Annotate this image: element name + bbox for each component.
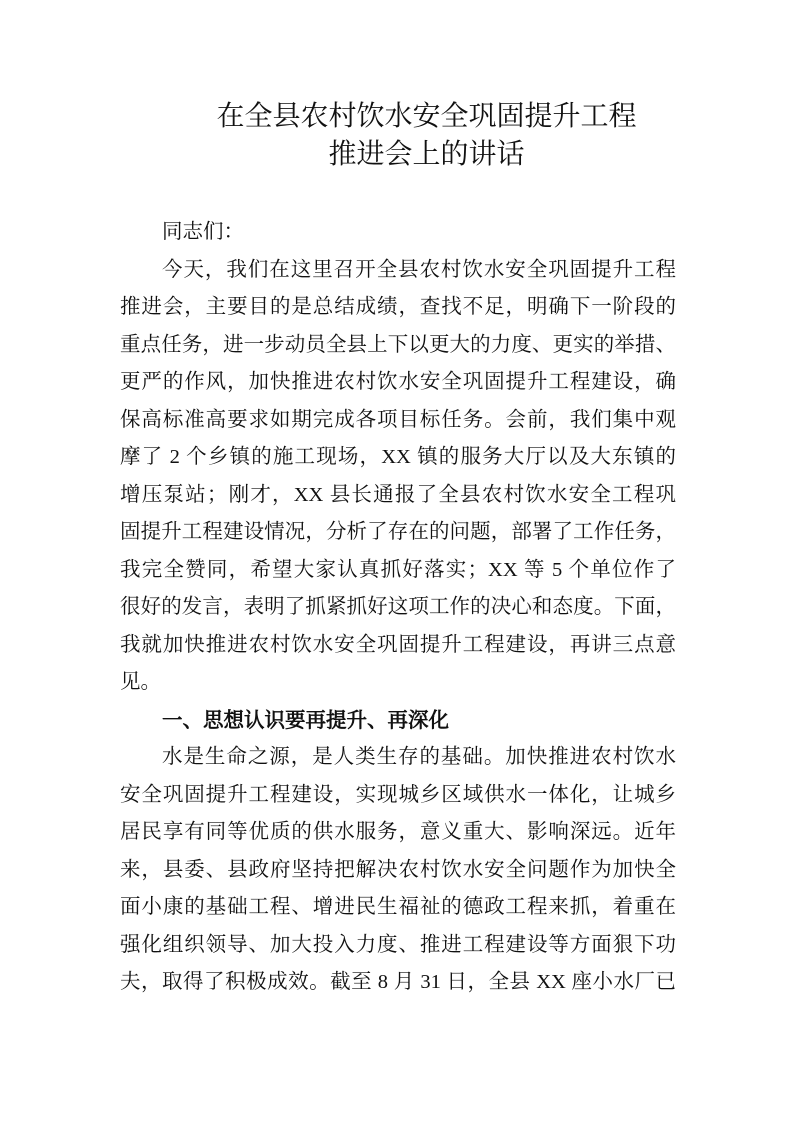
text-line: 增压泵站；刚才，XX 县长通报了全县农村饮水安全工程巩 [120, 483, 676, 506]
text-line: 见。 [120, 671, 161, 693]
document-title-line-1: 在全县农村饮水安全巩固提升工程 [216, 101, 637, 132]
section-heading: 一、思想认识要再提升、再深化 [162, 707, 449, 732]
text-line: 我完全赞同，希望大家认真抓好落实；XX 等 5 个单位作了 [120, 558, 676, 581]
text-line: 固提升工程建设情况，分析了存在的问题，部署了工作任务， [120, 521, 676, 543]
text-line: 重点任务，进一步动员全县上下以更大的力度、更实的举措、 [120, 333, 676, 356]
text-line: 面小康的基础工程、增进民生福祉的德政工程来抓，着重在 [120, 896, 676, 918]
document-body [120, 214, 676, 1002]
text-line: 安全巩固提升工程建设，实现城乡区域供水一体化，让城乡 [120, 783, 676, 806]
text-line: 水是生命之源，是人类生存的基础。加快推进农村饮水 [162, 746, 676, 768]
text-line: 来，县委、县政府坚持把解决农村饮水安全问题作为加快全 [120, 858, 676, 881]
paragraph-opening [120, 252, 676, 702]
text-line: 推进会，主要目的是总结成绩，查找不足，明确下一阶段的 [120, 296, 676, 318]
text-line: 强化组织领导、加大投入力度、推进工程建设等方面狠下功 [120, 933, 676, 956]
paragraph-significance [120, 739, 676, 1002]
text-line: 我就加快推进农村饮水安全巩固提升工程建设，再讲三点意 [120, 633, 676, 656]
text-line: 很好的发言，表明了抓紧抓好这项工作的决心和态度。下面， [120, 596, 676, 618]
salutation: 同志们： [162, 221, 244, 243]
text-line: 更严的作风，加快推进农村饮水安全巩固提升工程建设，确 [120, 371, 676, 393]
text-line: 今天，我们在这里召开全县农村饮水安全巩固提升工程 [162, 258, 676, 281]
text-line: 夫，取得了积极成效。截至 8 月 31 日，全县 XX 座小水厂已 [120, 971, 676, 993]
document-title-line-2: 推进会上的讲话 [328, 139, 525, 170]
text-line: 居民享有同等优质的供水服务，意义重大、影响深远。近年 [120, 821, 676, 843]
text-line: 保高标准高要求如期完成各项目标任务。会前，我们集中观 [120, 408, 676, 431]
text-line: 摩了 2 个乡镇的施工现场，XX 镇的服务大厅以及大东镇的 [120, 446, 676, 468]
